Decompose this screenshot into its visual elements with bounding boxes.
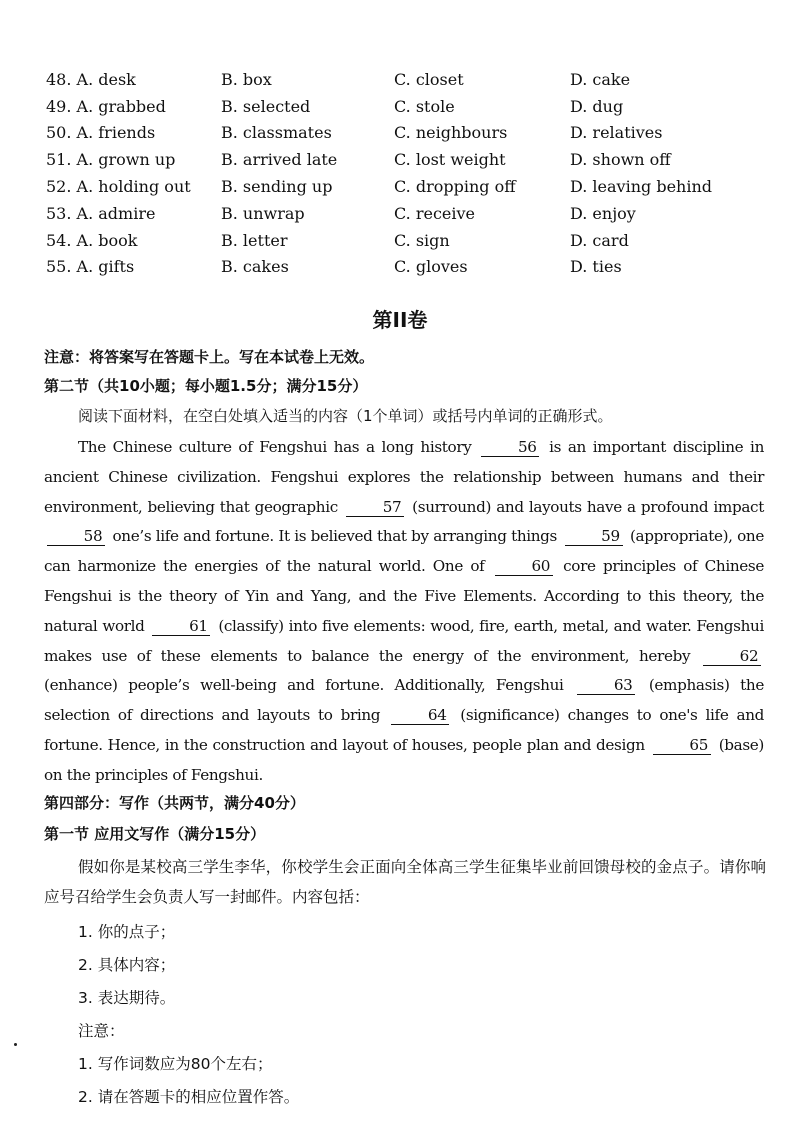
- option-row-49: [46, 93, 766, 120]
- blank-62: 62: [703, 648, 761, 666]
- note-item: 2. 请在答题卡的相应位置作答。: [78, 1088, 300, 1106]
- passage-text: (enhance) people’s well-being and fortune. Additionally, Fengshui: [44, 676, 564, 695]
- option-b: B. selected: [221, 96, 311, 116]
- passage-text: one’s life and fortune. It is believed that by arranging things: [112, 527, 558, 546]
- option-b: B. arrived late: [221, 150, 338, 170]
- part4-header: 第四部分：写作（共两节，满分40分）: [44, 794, 305, 812]
- option-row-51: [46, 146, 766, 173]
- option-c: C. neighbours: [394, 123, 508, 143]
- option-d: D. leaving behind: [570, 177, 713, 197]
- option-d: D. shown off: [570, 150, 671, 170]
- scan-speck: [14, 1043, 17, 1046]
- requirements-list: [78, 916, 299, 1114]
- option-b: B. sending up: [221, 177, 333, 197]
- point-item: 1. 你的点子；: [78, 923, 176, 941]
- note-line: 注意：将答案写在答题卡上。写在本试卷上无效。: [44, 348, 375, 366]
- option-b: B. classmates: [221, 123, 332, 143]
- option-c: C. closet: [394, 69, 464, 89]
- option-a: 54. A. book: [46, 230, 138, 250]
- option-c: C. stole: [394, 96, 455, 116]
- section-title: 第II卷: [372, 308, 428, 332]
- blank-60: 60: [495, 558, 553, 576]
- blank-64: 64: [391, 707, 449, 725]
- passage-text: (appropriate), one can harmonize the energies of the natural world. One of: [44, 527, 764, 576]
- writing-task: [44, 852, 766, 912]
- option-d: D. cake: [570, 69, 631, 89]
- option-c: C. gloves: [394, 257, 468, 277]
- passage-text: (classify) into five elements: wood, fire, earth, metal, and water. Fengshui makes use of these elements to balance the energy of the environment, hereby: [44, 616, 764, 665]
- blank-63: 63: [577, 677, 635, 695]
- option-c: C. receive: [394, 203, 476, 223]
- option-d: D. dug: [570, 96, 624, 116]
- passage-text: (emphasis) the selection of directions and layouts to bring: [44, 676, 765, 725]
- blank-59: 59: [565, 528, 623, 546]
- option-row-50: [46, 120, 766, 147]
- option-a: 48. A. desk: [46, 69, 136, 89]
- task-text: 假如你是某校高三学生李华，你校学生会正面向全体高三学生征集毕业前回馈母校的金点子。请你响应号召给学生会负责人写一封邮件。内容包括：: [44, 858, 766, 906]
- blank-58: 58: [47, 528, 105, 546]
- passage-text: is an important discipline in ancient Chinese civilization. Fengshui explores the relationship between humans and their environment, believing that geographic: [44, 438, 764, 516]
- section2-header: 第二节（共10小题；每小题1.5分；满分15分）: [44, 377, 368, 395]
- option-d: D. ties: [570, 257, 622, 277]
- option-b: B. letter: [221, 230, 288, 250]
- note-item: 1. 写作词数应为80个左右；: [78, 1055, 273, 1073]
- option-d: D. card: [570, 230, 629, 250]
- option-c: C. sign: [394, 230, 450, 250]
- passage-text: core principles of Chinese Fengshui is the theory of Yin and Yang, and the Five Elements. According to this theory, the natural world: [44, 557, 765, 635]
- blank-61: 61: [152, 618, 210, 636]
- option-c: C. dropping off: [394, 177, 516, 197]
- option-row-48: [46, 66, 766, 93]
- option-d: D. relatives: [570, 123, 663, 143]
- option-b: B. unwrap: [221, 203, 305, 223]
- point-item: 3. 表达期待。: [78, 989, 176, 1007]
- option-a: 53. A. admire: [46, 203, 156, 223]
- option-a: 51. A. grown up: [46, 150, 176, 170]
- passage-text: (base) on the principles of Fengshui.: [44, 735, 765, 784]
- section1-header: 第一节 应用文写作（满分15分）: [44, 825, 266, 843]
- instruction-line: 阅读下面材料，在空白处填入适当的内容（1个单词）或括号内单词的正确形式。: [78, 407, 613, 425]
- option-c: C. lost weight: [394, 150, 506, 170]
- option-a: 49. A. grabbed: [46, 96, 166, 116]
- notes-label: 注意：: [78, 1022, 125, 1040]
- cloze-passage: [44, 433, 764, 791]
- passage-text: (significance) changes to one's life and fortune. Hence, in the construction and layout of houses, people plan and design: [44, 706, 765, 754]
- option-d: D. enjoy: [570, 203, 636, 223]
- option-a: 50. A. friends: [46, 123, 156, 143]
- passage-paragraph: [44, 433, 764, 791]
- options-grid: [46, 66, 766, 280]
- passage-text: (surround) and layouts have a profound impact: [412, 497, 764, 516]
- passage-text: The Chinese culture of Fengshui has a long history: [78, 438, 472, 456]
- option-b: B. cakes: [221, 257, 289, 277]
- option-a: 52. A. holding out: [46, 177, 191, 197]
- option-row-52: [46, 173, 766, 200]
- point-item: 2. 具体内容；: [78, 956, 176, 974]
- option-a: 55. A. gifts: [46, 257, 135, 277]
- blank-56: 56: [481, 439, 539, 457]
- option-row-54: [46, 227, 766, 254]
- option-row-55: [46, 254, 766, 281]
- blank-65: 65: [653, 737, 711, 755]
- option-b: B. box: [221, 69, 272, 89]
- blank-57: 57: [346, 499, 404, 517]
- option-row-53: [46, 200, 766, 227]
